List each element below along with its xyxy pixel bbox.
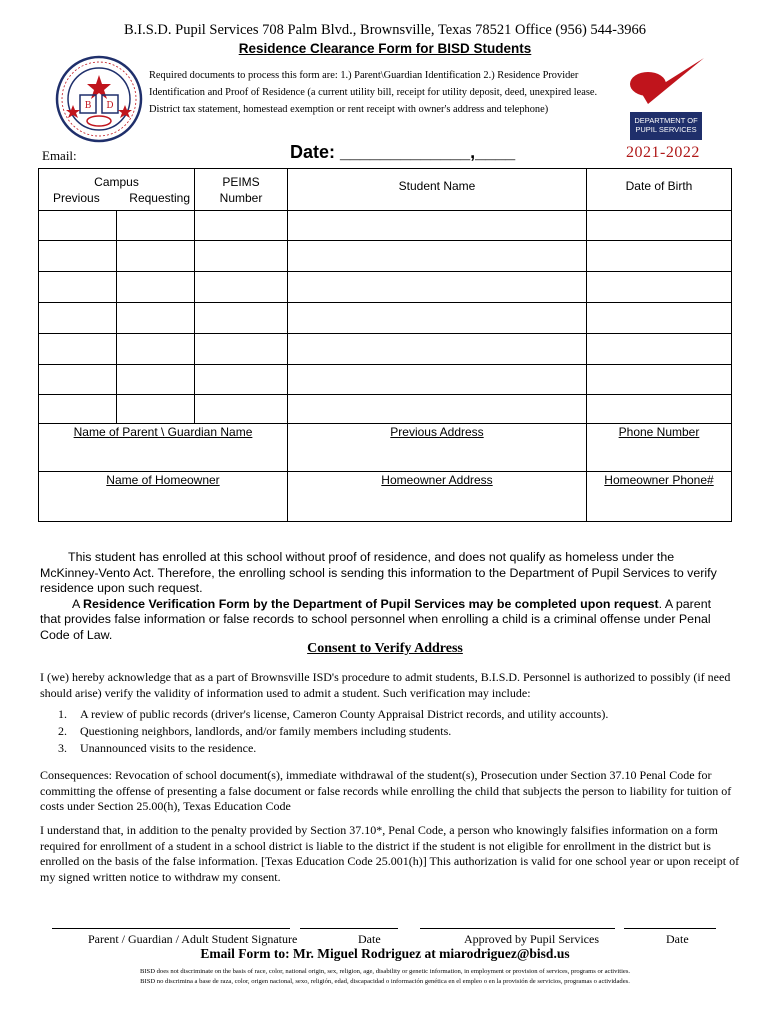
homeowner-address-label: Homeowner Address bbox=[381, 473, 493, 487]
required-documents: Required documents to process this form are: 1.) Parent\Guardian Identification 2.) Residence Provider Identification and Proof of Residence (a current utility bill, receipt for utility deposit, deed, unexpired lease. District tax statement, homestead exemption or rent receipt with owner's address and telephone) bbox=[149, 70, 598, 115]
dob-cell[interactable] bbox=[587, 334, 732, 365]
phone-number-cell[interactable] bbox=[587, 424, 732, 472]
list-item: 2. Questioning neighbors, landlords, and/or family members including students. bbox=[58, 724, 452, 738]
understand-text: I understand that, in addition to the penalty provided by Section 37.10*, Penal Code, a person who knowingly falsifies information on a form required for enrollment of a student in a school district is liable to the district if the student is not eligible for enrollment in the district but is enrolled on the basis of the false information. [Texas Education Code 25.001(h)] This authorization is valid for one school year or upon receipt of my signed written notice to withdraw my consent. bbox=[40, 823, 740, 884]
dob-cell[interactable] bbox=[587, 365, 732, 395]
peims-cell[interactable] bbox=[195, 241, 288, 272]
dob-cell[interactable] bbox=[587, 211, 732, 241]
previous-campus-cell[interactable] bbox=[39, 241, 117, 272]
student-name-cell[interactable] bbox=[288, 241, 587, 272]
notice-paragraph-1: This student has enrolled at this school without proof of residence, and does not qualify as homeless under the McKinney-Vento Act. Therefore, the enrolling school is sending this information to the Department of Pupil Services to verify residence upon such request. bbox=[40, 550, 717, 595]
phone-number-label: Phone Number bbox=[618, 425, 700, 439]
previous-address-label: Previous Address bbox=[390, 425, 484, 439]
district-seal-logo bbox=[55, 55, 143, 143]
campus-header: Campus bbox=[94, 175, 139, 189]
notice-text bbox=[40, 550, 730, 643]
student-name-cell[interactable] bbox=[288, 303, 587, 334]
requesting-campus-cell[interactable] bbox=[117, 395, 195, 424]
logo-line-2: PUPIL SERVICES bbox=[635, 125, 697, 134]
dob-cell[interactable] bbox=[587, 241, 732, 272]
form-title: Residence Clearance Form for BISD Students bbox=[238, 41, 532, 56]
date-of-birth-header: Date of Birth bbox=[587, 169, 732, 211]
homeowner-name-label: Name of Homeowner bbox=[106, 473, 220, 487]
requesting-campus-cell[interactable] bbox=[117, 365, 195, 395]
peims-header: PEIMS bbox=[222, 175, 260, 189]
requesting-campus-cell[interactable] bbox=[117, 272, 195, 303]
dob-cell[interactable] bbox=[587, 395, 732, 424]
peims-cell[interactable] bbox=[195, 395, 288, 424]
homeowner-address-cell[interactable] bbox=[288, 472, 587, 522]
school-year: 2021-2022 bbox=[626, 144, 700, 161]
svg-text:B: B bbox=[84, 101, 92, 111]
list-item: 1. A review of public records (driver's license, Cameron County Appraisal District records, and utility accounts). bbox=[58, 707, 609, 721]
previous-campus-cell[interactable] bbox=[39, 303, 117, 334]
requesting-campus-cell[interactable] bbox=[117, 303, 195, 334]
svg-text:D: D bbox=[106, 101, 114, 111]
student-name-cell[interactable] bbox=[288, 272, 587, 303]
dob-cell[interactable] bbox=[587, 303, 732, 334]
student-name-cell[interactable] bbox=[288, 211, 587, 241]
requesting-header: Requesting bbox=[129, 191, 190, 205]
peims-cell[interactable] bbox=[195, 272, 288, 303]
homeowner-name-cell[interactable] bbox=[39, 472, 288, 522]
requesting-campus-cell[interactable] bbox=[117, 211, 195, 241]
number-header: Number bbox=[219, 191, 263, 205]
parent-name-cell[interactable] bbox=[39, 424, 288, 472]
approval-signature-line[interactable] bbox=[420, 928, 615, 929]
date-field[interactable]: Date: _____________,____ bbox=[290, 142, 516, 162]
date-line-1[interactable] bbox=[300, 928, 398, 929]
homeowner-phone-cell[interactable] bbox=[587, 472, 732, 522]
parent-name-label: Name of Parent \ Guardian Name bbox=[73, 425, 253, 439]
list-item: 3. Unannounced visits to the residence. bbox=[58, 741, 257, 755]
disclaimer-english: BISD does not discriminate on the basis of race, color, national origin, sex, religion, age, disability or genetic information, in employment or provision of services, programs or activities. bbox=[139, 968, 631, 975]
homeowner-phone-label: Homeowner Phone# bbox=[604, 473, 714, 487]
email-label: Email: bbox=[42, 148, 77, 163]
student-table bbox=[38, 168, 732, 522]
requesting-campus-cell[interactable] bbox=[117, 241, 195, 272]
consequences-text: Consequences: Revocation of school document(s), immediate withdrawal of the student(s), Prosecution under Section 37.10 Penal Code for committing the offense of presenting a false document or false records while enrolling the child that subjects the person to liability for tuition of costs under Section 25.00(h), Texas Education Code bbox=[40, 768, 732, 813]
date-label-1: Date bbox=[358, 932, 381, 946]
parent-signature-line[interactable] bbox=[52, 928, 290, 929]
peims-header-cell bbox=[195, 169, 288, 211]
previous-campus-cell[interactable] bbox=[39, 395, 117, 424]
peims-cell[interactable] bbox=[195, 365, 288, 395]
verification-list bbox=[58, 707, 738, 758]
previous-address-cell[interactable] bbox=[288, 424, 587, 472]
requesting-campus-cell[interactable] bbox=[117, 334, 195, 365]
peims-cell[interactable] bbox=[195, 334, 288, 365]
acknowledgement-text: I (we) hereby acknowledge that as a part of Brownsville ISD's procedure to admit students, B.I.S.D. Personnel is authorized to possibly (if need should arise) verify the validity of information used to admit a student. Such verification may include: bbox=[40, 670, 731, 700]
email-form-instruction: Email Form to: Mr. Miguel Rodriguez at miarodriguez@bisd.us bbox=[200, 946, 570, 961]
student-name-header: Student Name bbox=[288, 169, 587, 211]
campus-header-cell bbox=[39, 169, 195, 211]
previous-campus-cell[interactable] bbox=[39, 334, 117, 365]
notice-paragraph-2: A Residence Verification Form by the Department of Pupil Services may be completed upon request. A parent that provides false information or false records to school personnel when enrolling a child is a criminal offense under Penal Code of Law. bbox=[40, 596, 712, 642]
student-name-cell[interactable] bbox=[288, 395, 587, 424]
logo-line-1: DEPARTMENT OF bbox=[634, 116, 698, 125]
previous-campus-cell[interactable] bbox=[39, 272, 117, 303]
approved-label: Approved by Pupil Services bbox=[464, 932, 599, 946]
previous-campus-cell[interactable] bbox=[39, 211, 117, 241]
pupil-services-logo bbox=[628, 56, 706, 142]
student-name-cell[interactable] bbox=[288, 365, 587, 395]
consent-title: Consent to Verify Address bbox=[307, 641, 463, 656]
student-name-cell[interactable] bbox=[288, 334, 587, 365]
peims-cell[interactable] bbox=[195, 211, 288, 241]
previous-campus-cell[interactable] bbox=[39, 365, 117, 395]
dob-cell[interactable] bbox=[587, 272, 732, 303]
disclaimer-spanish: BISD no discrimina a base de raza, color, origen nacional, sexo, religión, edad, discapacidad o información genética en el empleo o en la provisión de servicios, programas o actividades. bbox=[140, 978, 630, 985]
parent-signature-label: Parent / Guardian / Adult Student Signature bbox=[88, 932, 298, 946]
previous-header: Previous bbox=[53, 191, 100, 205]
date-line-2[interactable] bbox=[624, 928, 716, 929]
header-address: B.I.S.D. Pupil Services 708 Palm Blvd., Brownsville, Texas 78521 Office (956) 544-3966 bbox=[123, 22, 647, 38]
peims-cell[interactable] bbox=[195, 303, 288, 334]
date-label-2: Date bbox=[666, 932, 689, 946]
